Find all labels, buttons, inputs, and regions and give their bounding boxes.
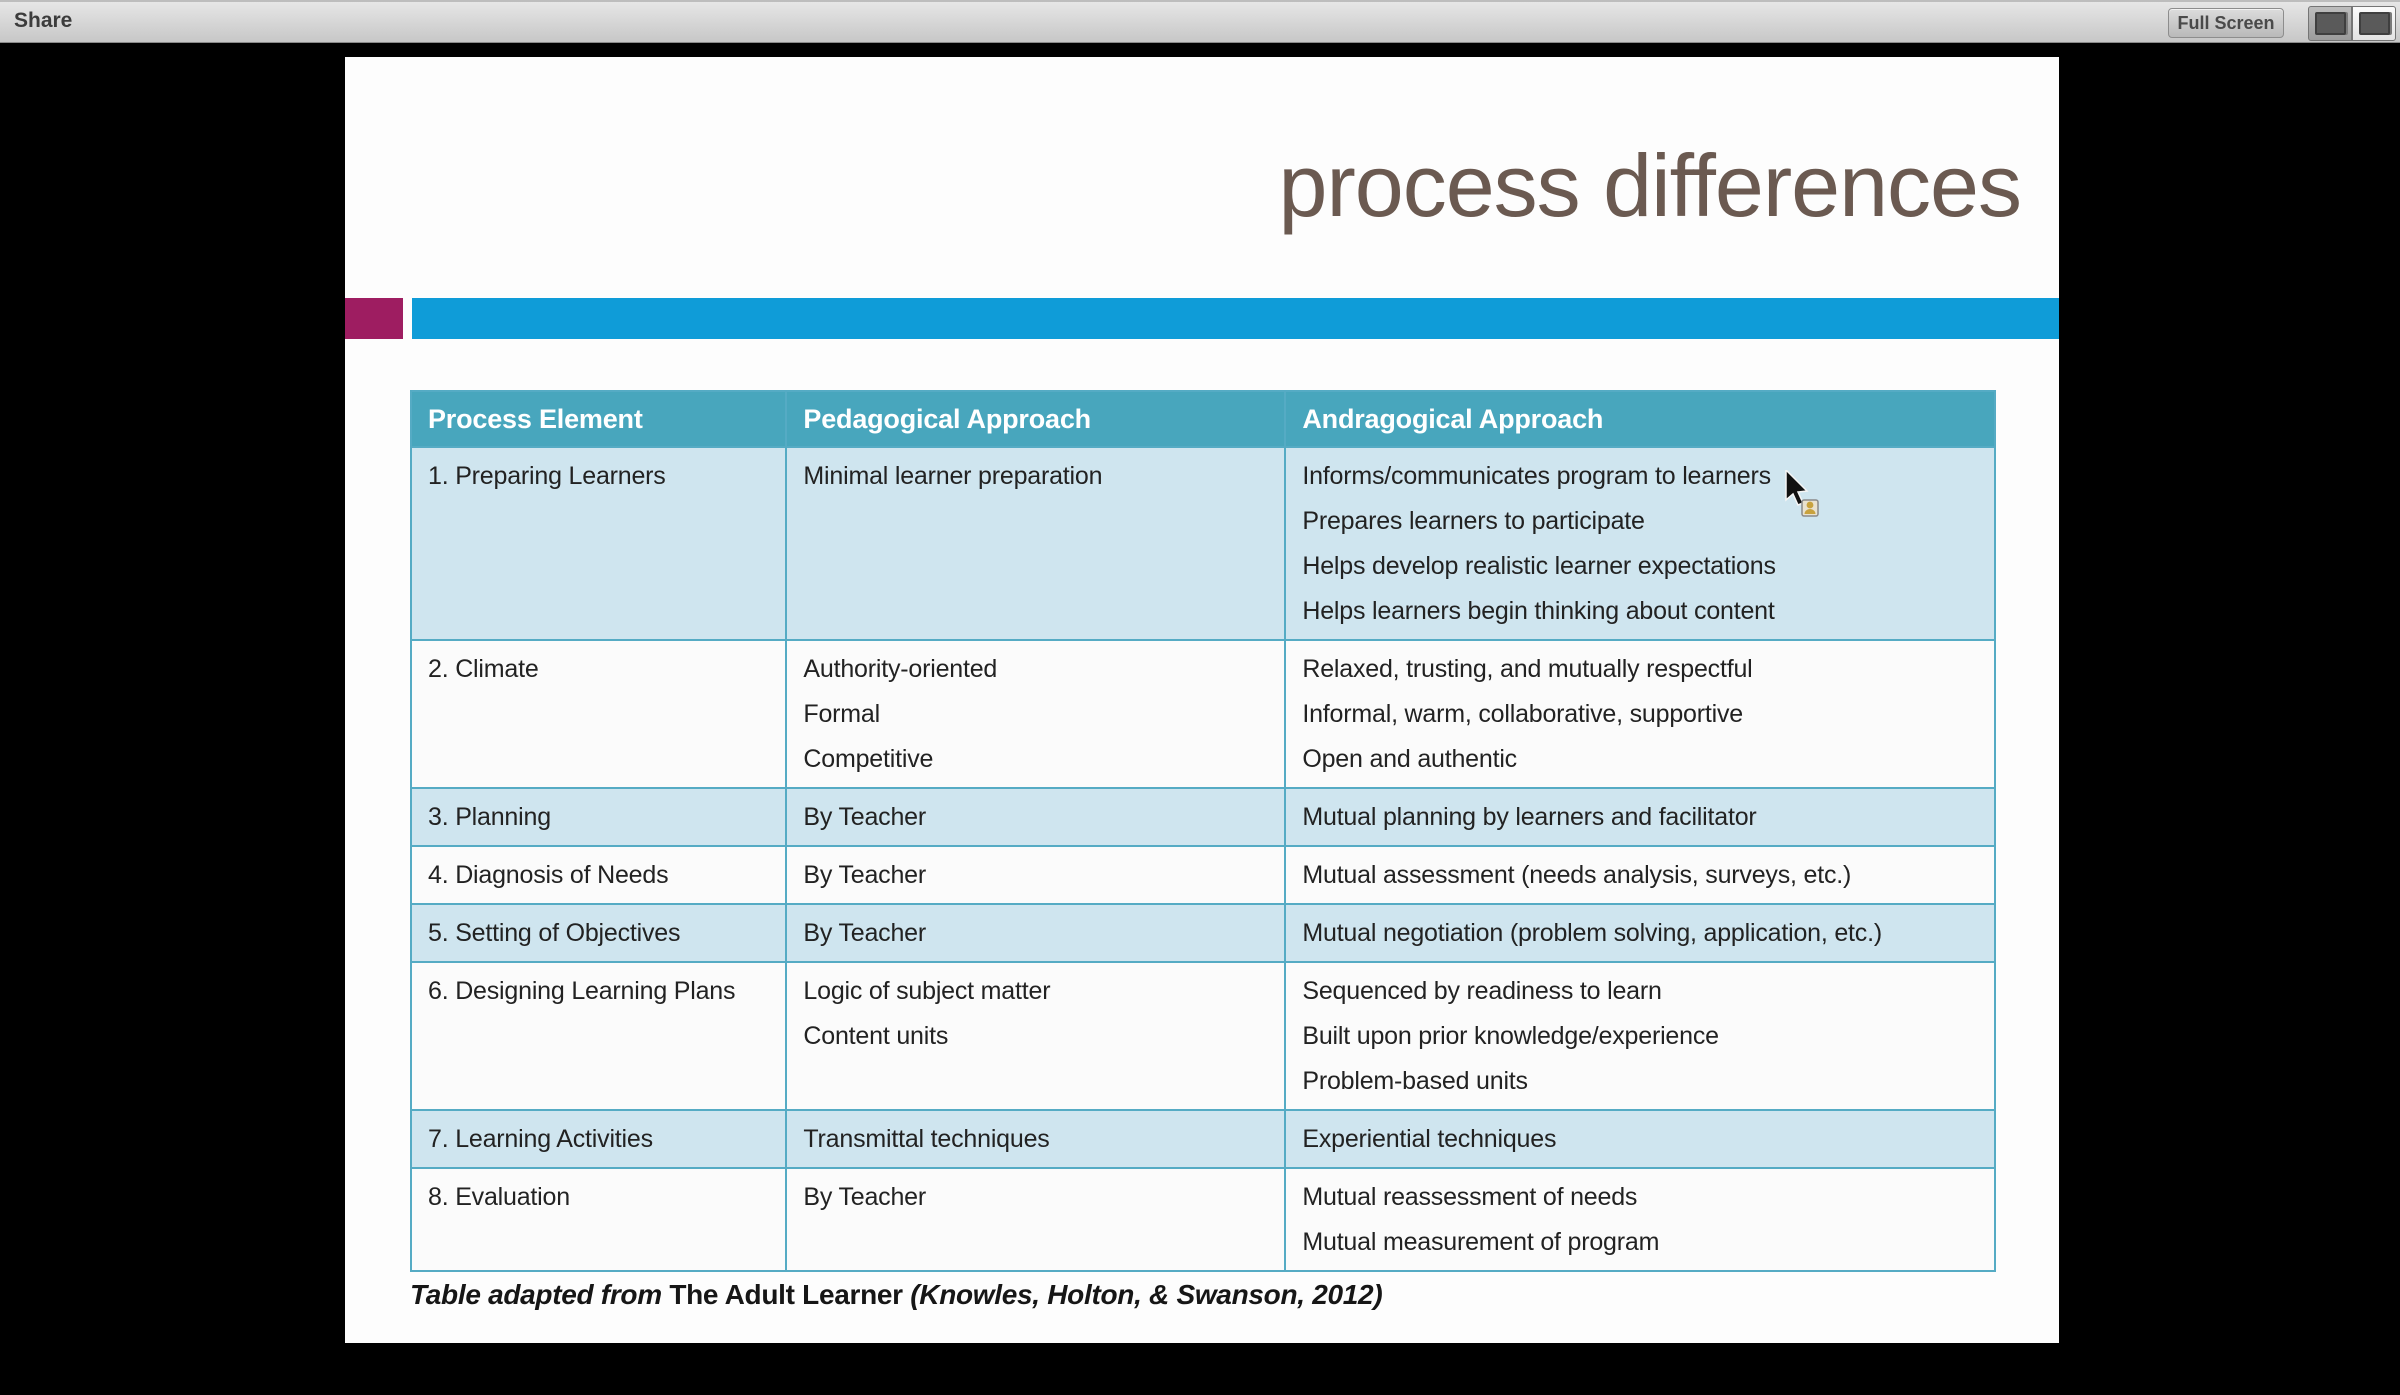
cell-line: Built upon prior knowledge/experience [1302,1022,1719,1050]
pedagogical-cell [786,962,1285,1110]
cell-line: Mutual planning by learners and facilitator [1302,803,1757,831]
cell-line: Open and authentic [1302,745,1517,773]
cell-line: 4. Diagnosis of Needs [428,861,669,889]
cell-line: Experiential techniques [1302,1125,1557,1153]
cell-line: Helps learners begin thinking about content [1302,597,1775,625]
cell-line: Logic of subject matter [803,977,1051,1005]
cell-line: Transmittal techniques [803,1125,1050,1153]
cell-line: Authority-oriented [803,655,998,683]
process-comparison-table [410,390,1996,1272]
process-element-cell [411,447,786,640]
cell-line: By Teacher [803,919,927,947]
pedagogical-cell [786,640,1285,788]
process-element-cell [411,1168,786,1271]
cell-line: Informs/communicates program to learners [1302,462,1771,490]
share-pod-title: Share [14,9,73,32]
process-element-cell [411,788,786,846]
magenta-accent-bar [345,298,403,339]
cell-line: Minimal learner preparation [803,462,1103,490]
cell-line: Mutual reassessment of needs [1302,1183,1638,1211]
process-element-cell [411,904,786,962]
comparison-table-wrap [410,390,1996,1272]
table-row [411,904,1995,962]
presenter-view-toggle-icon[interactable] [2352,6,2396,41]
cell-line: 8. Evaluation [428,1183,570,1211]
pedagogical-cell [786,1110,1285,1168]
cell-line: 6. Designing Learning Plans [428,977,736,1005]
table-header-row [411,391,1995,447]
cell-line: By Teacher [803,803,927,831]
cell-line: Mutual negotiation (problem solving, application, etc.) [1302,919,1882,947]
process-element-cell [411,640,786,788]
cell-line: 2. Climate [428,655,539,683]
full-screen-button[interactable]: Full Screen [2168,8,2284,38]
cell-line: Sequenced by readiness to learn [1302,977,1662,1005]
monitor-icon [2315,12,2346,35]
process-element-cell [411,1110,786,1168]
pedagogical-cell [786,447,1285,640]
cell-line: 3. Planning [428,803,551,831]
table-row [411,846,1995,904]
process-element-cell [411,846,786,904]
pedagogical-cell [786,904,1285,962]
process-element-cell [411,962,786,1110]
cell-line: By Teacher [803,861,927,889]
citation-lead: Table adapted from [410,1279,670,1310]
andragogical-cell [1285,788,1995,846]
andragogical-cell [1285,1110,1995,1168]
andragogical-cell [1285,962,1995,1110]
cell-line: Relaxed, trusting, and mutually respectful [1302,655,1753,683]
cell-line: Competitive [803,745,934,773]
blue-accent-bar [412,298,2059,339]
andragogical-cell [1285,846,1995,904]
cell-line: Mutual measurement of program [1302,1228,1660,1256]
cell-line: 7. Learning Activities [428,1125,653,1153]
cell-line: Prepares learners to participate [1302,507,1645,535]
cell-line: Formal [803,700,880,728]
monitor-icon [2359,12,2390,35]
col-header-process-element: Process Element [411,391,786,447]
shared-slide [345,57,2059,1343]
andragogical-cell [1285,447,1995,640]
cell-line: Mutual assessment (needs analysis, surveys, etc.) [1302,861,1852,889]
view-toggle-group [2308,6,2396,41]
table-row [411,1110,1995,1168]
andragogical-cell [1285,1168,1995,1271]
andragogical-cell [1285,640,1995,788]
table-row [411,962,1995,1110]
pedagogical-cell [786,788,1285,846]
share-pod-toolbar [0,0,2400,43]
cell-line: 5. Setting of Objectives [428,919,681,947]
cell-line: Informal, warm, collaborative, supportive [1302,700,1743,728]
cell-line: Helps develop realistic learner expectations [1302,552,1776,580]
cell-line: 1. Preparing Learners [428,462,666,490]
table-row [411,1168,1995,1271]
table-row [411,788,1995,846]
source-citation [410,1279,1382,1311]
col-header-andragogical-approach: Andragogical Approach [1285,391,1995,447]
table-row [411,640,1995,788]
slide-title: process differences [1278,136,2021,235]
pod-view-toggle-icon[interactable] [2308,6,2352,41]
cell-line: Problem-based units [1302,1067,1528,1095]
citation-authors: (Knowles, Holton, & Swanson, 2012) [910,1279,1383,1310]
cell-line: Content units [803,1022,949,1050]
cell-line: By Teacher [803,1183,927,1211]
pedagogical-cell [786,846,1285,904]
table-row [411,447,1995,640]
col-header-pedagogical-approach: Pedagogical Approach [786,391,1285,447]
citation-book-title: The Adult Learner [669,1279,911,1310]
pedagogical-cell [786,1168,1285,1271]
andragogical-cell [1285,904,1995,962]
